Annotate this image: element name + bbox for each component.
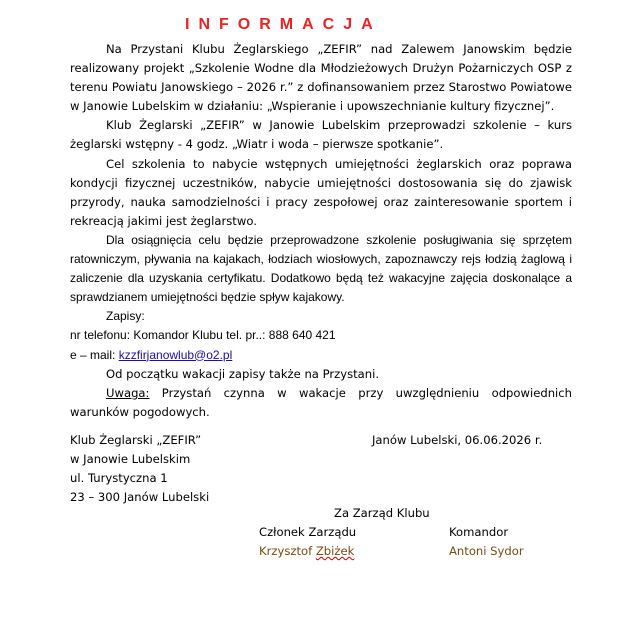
- place-date: Janów Lubelski, 06.06.2026 r.: [372, 433, 543, 447]
- email-prefix: e – mail:: [70, 347, 119, 362]
- board-member-first-name: Krzysztof: [259, 544, 316, 558]
- document-body: [70, 40, 572, 422]
- notice-text: Przystań czynna w wakacje przy uwzględnieniu odpowiednich warunków pogodowych.: [70, 385, 572, 419]
- document-title: INFORMACJA: [185, 16, 382, 33]
- paragraph-training: Dla osiągnięcia celu będzie przeprowadzone szkolenie posługiwania się sprzętem ratowniczym, pływania na kajakach, łodziach wiosłowych, zapoznawczy rejs łodzią żaglową i zaliczenie dla uzyskania certyfikatu. Dodatkowo będą też wakacyjne zajęcia doskonalące a sprawdzianem umiejętności będzie spływ kajakowy.: [70, 232, 572, 305]
- email-link[interactable]: kzzfirjanowlub@o2.pl: [118, 347, 233, 362]
- board-heading: Za Zarząd Klubu: [334, 506, 430, 520]
- vacation-note: Od początku wakacji zapisy także na Przystani.: [106, 366, 380, 381]
- notice-paragraph: [70, 384, 572, 422]
- signature-board-member: [259, 523, 356, 561]
- address-line-4: 23 – 300 Janów Lubelski: [70, 490, 210, 504]
- signature-commodore: [449, 523, 524, 561]
- paragraph-goal: Cel szkolenia to nabycie wstępnych umiejętności żeglarskich oraz poprawa kondycji fizycznej uczestników, nabycie umiejętności dostosowania się do zjawisk przyrody, nauka samodzielności i pracy zespołowej oraz zainteresowanie sportem i rekreacją jakimi jest żeglarstwo.: [70, 156, 572, 228]
- commodore-role: Komandor: [449, 525, 509, 539]
- board-member-last-name: Zbiżek: [315, 544, 355, 558]
- phone-line: nr telefonu: Komandor Klubu tel. pr..: 888 640 421: [70, 328, 336, 343]
- paragraph-project: Na Przystani Klubu Żeglarskiego „ZEFIR” nad Zalewem Janowskim będzie realizowany projekt „Szkolenie Wodne dla Młodzieżowych Drużyn Pożarniczych OSP z terenu Powiatu Janowskiego – 2026 r.” z dofinansowaniem przez Starostwo Powiatowe w Janowie Lubelskim w działaniu: „Wspieranie i upowszechnianie kultury fizycznej”.: [70, 42, 572, 114]
- board-member-name: [259, 542, 356, 561]
- paragraph-course: Klub Żeglarski „ZEFIR” w Janowie Lubelskim przeprowadzi szkolenie – kurs żeglarski wstępny - 4 godz. „Wiatr i woda – pierwsze spotkanie”.: [70, 118, 572, 152]
- email-line: [70, 346, 572, 365]
- notice-label: Uwaga:: [106, 385, 150, 400]
- address-line-3: ul. Turystyczna 1: [70, 471, 168, 485]
- address-line-2: w Janowie Lubelskim: [70, 452, 191, 466]
- commodore-name: Antoni Sydor: [449, 544, 524, 558]
- board-member-role: Członek Zarządu: [259, 525, 357, 539]
- club-address: [70, 431, 209, 507]
- address-line-1: Klub Żeglarski „ZEFIR”: [70, 433, 202, 447]
- signup-heading: Zapisy:: [106, 309, 145, 324]
